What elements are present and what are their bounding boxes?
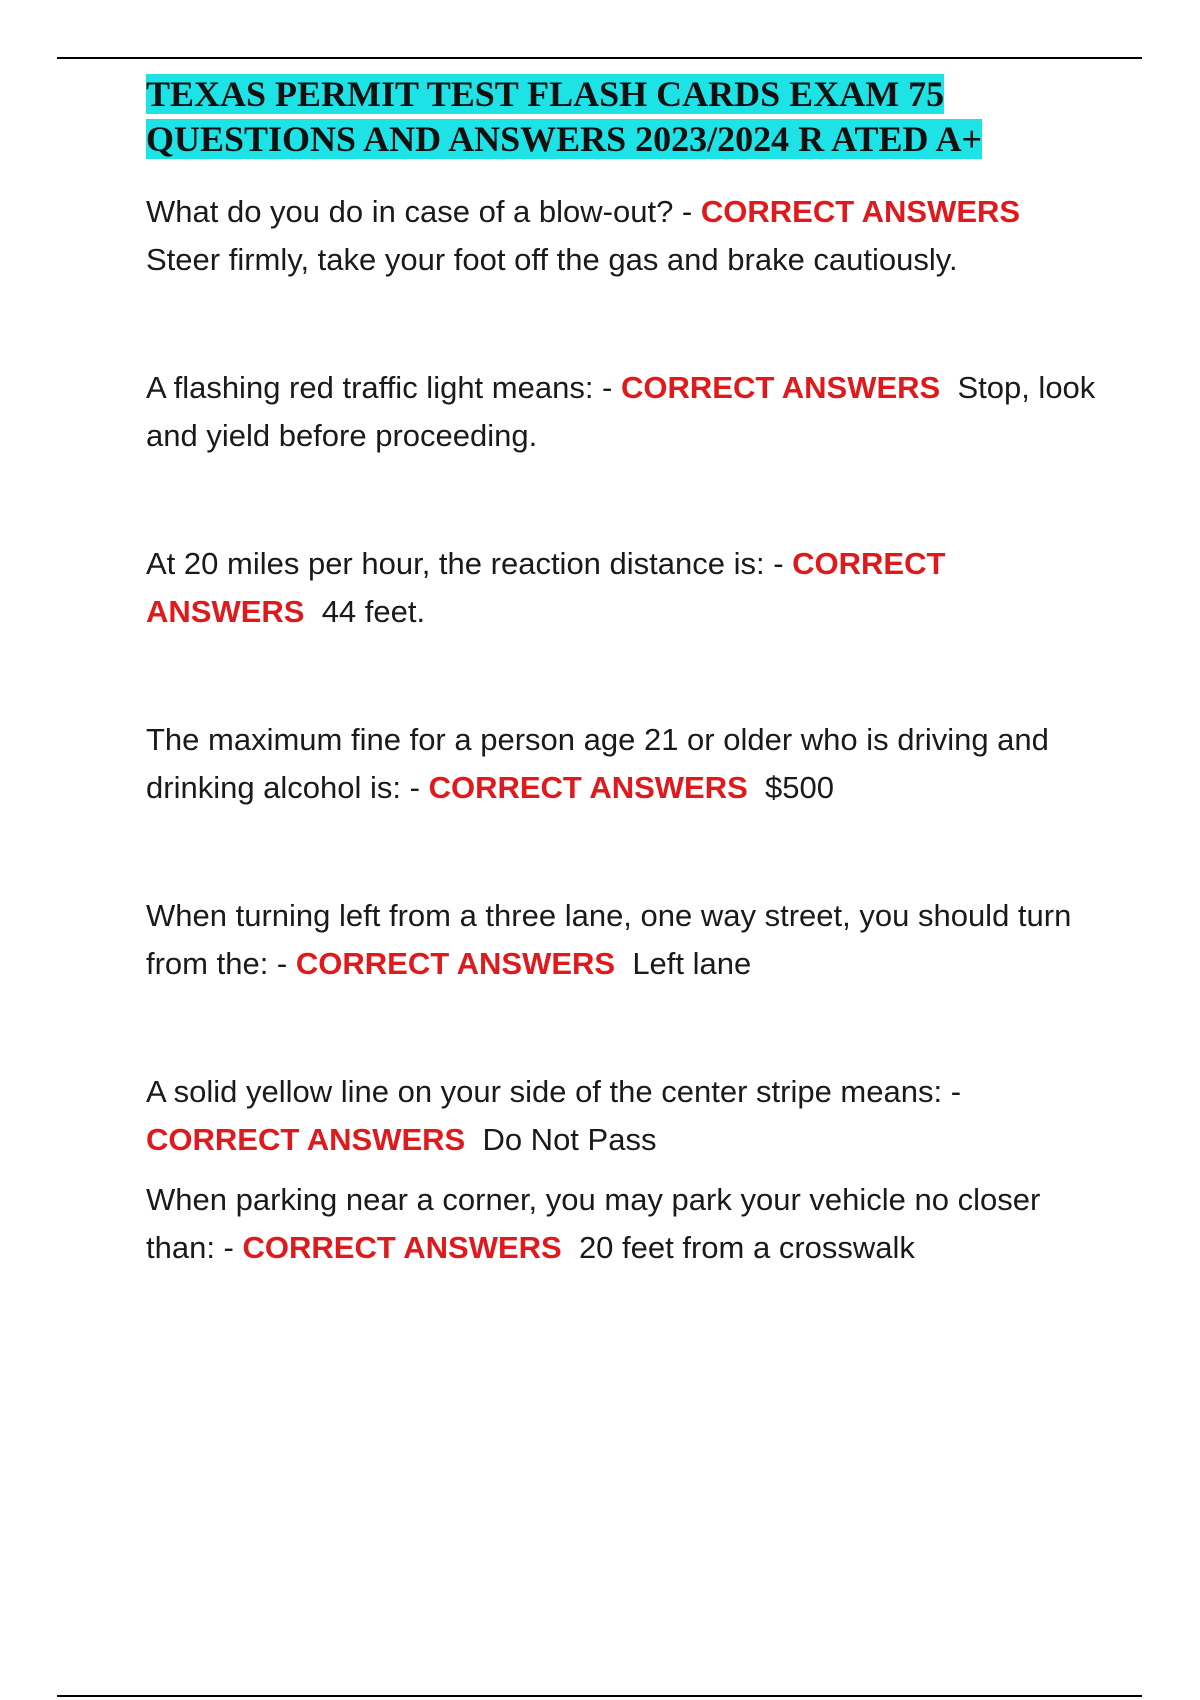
top-rule [57, 57, 1142, 59]
answer-text: Stop, look and yield before proceeding. [146, 370, 1096, 453]
answer-text: Left lane [632, 946, 752, 981]
correct-answers-tag: CORRECT ANSWERS [146, 546, 946, 629]
document-title [146, 72, 1096, 162]
question-text: What do you do in case of a blow-out? - [146, 194, 701, 229]
answer-text: 20 feet from a crosswalk [578, 1230, 915, 1265]
flash-card-5 [146, 892, 1096, 988]
question-text: When parking near a corner, you may park your vehicle no closer than: - [146, 1182, 1041, 1265]
document-body [146, 72, 1096, 1272]
answer-text: $500 [765, 770, 834, 805]
answer-text: 44 feet. [321, 594, 426, 629]
flash-card-2 [146, 364, 1096, 460]
correct-answers-tag: CORRECT ANSWERS [242, 1230, 562, 1265]
correct-answers-tag: CORRECT ANSWERS [621, 370, 941, 405]
flash-card-6 [146, 1068, 1096, 1164]
correct-answers-tag: CORRECT ANSWERS [146, 1122, 466, 1157]
question-text: A flashing red traffic light means: - [146, 370, 621, 405]
answer-text: Do Not Pass [482, 1122, 657, 1157]
title-line-1: TEXAS PERMIT TEST FLASH CARDS EXAM 75 [146, 74, 945, 114]
flash-card-7 [146, 1176, 1096, 1272]
flash-card-1 [146, 188, 1096, 284]
title-line-2: QUESTIONS AND ANSWERS 2023/2024 R ATED A+ [146, 119, 983, 159]
flash-card-3 [146, 540, 1096, 636]
answer-text: Steer firmly, take your foot off the gas and brake cautiously. [146, 242, 958, 277]
flash-card-4 [146, 716, 1096, 812]
question-text: When turning left from a three lane, one way street, you should turn from the: - [146, 898, 1072, 981]
correct-answers-tag: CORRECT ANSWERS [295, 946, 616, 981]
bottom-rule [57, 1695, 1142, 1697]
question-text: A solid yellow line on your side of the center stripe means: - [146, 1074, 962, 1109]
title-highlight [146, 74, 982, 159]
correct-answers-tag: CORRECT ANSWERS [700, 194, 1021, 229]
correct-answers-tag: CORRECT ANSWERS [428, 770, 748, 805]
question-text: At 20 miles per hour, the reaction distance is: - [146, 546, 793, 581]
question-text: The maximum fine for a person age 21 or older who is driving and drinking alcohol is: - [146, 722, 1049, 805]
